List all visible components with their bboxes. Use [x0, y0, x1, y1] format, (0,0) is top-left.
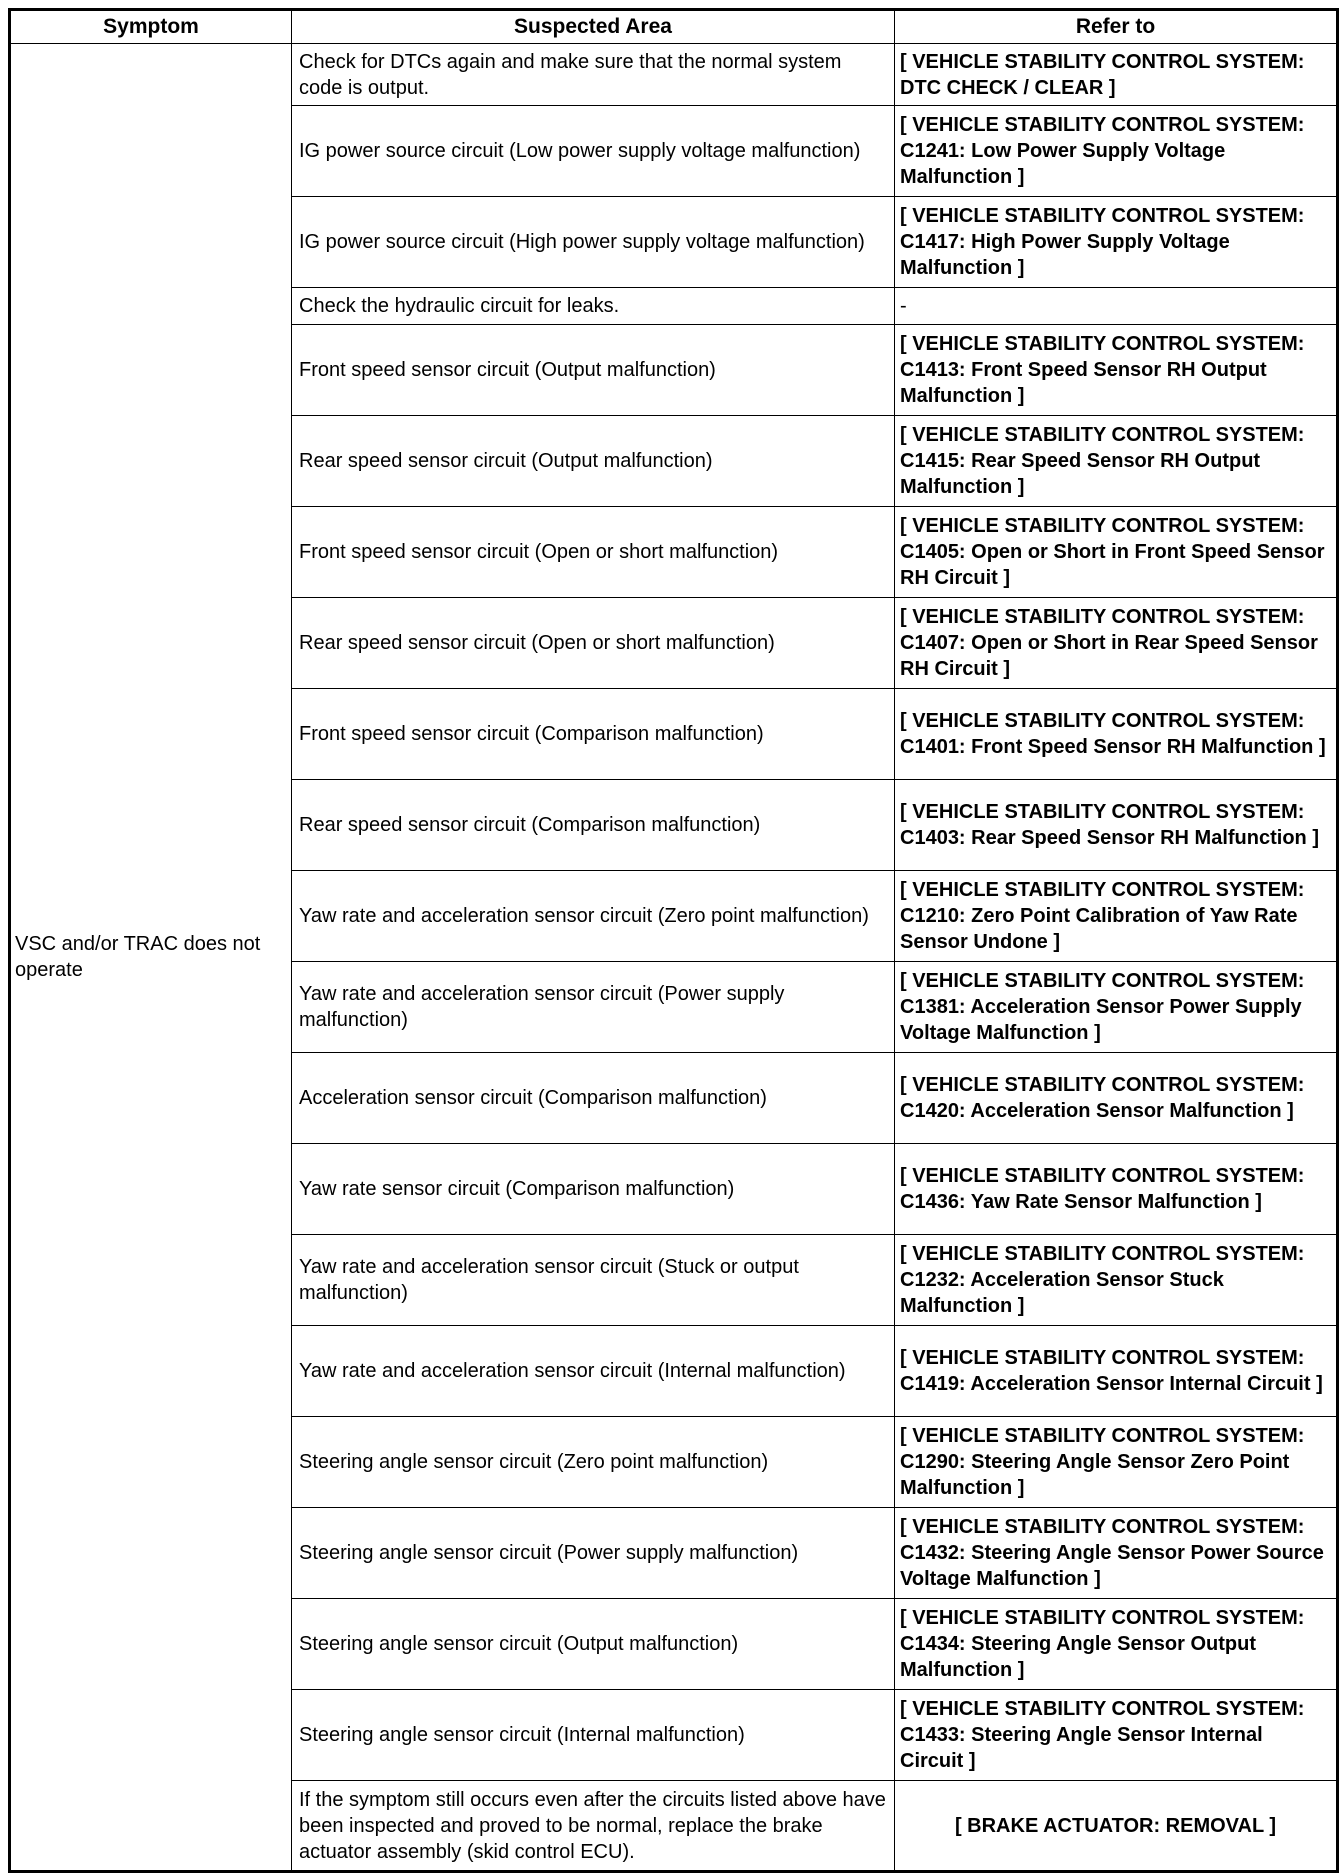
refer-to-link[interactable]: [ VEHICLE STABILITY CONTROL SYSTEM: C1433: Steering Angle Sensor Internal Circuit ] [895, 1690, 1338, 1781]
suspected-area-cell: Yaw rate and acceleration sensor circuit (Zero point malfunction) [292, 871, 895, 962]
refer-to-link[interactable]: [ VEHICLE STABILITY CONTROL SYSTEM: C1407: Open or Short in Rear Speed Sensor RH Circuit ] [895, 598, 1338, 689]
refer-to-link[interactable]: [ VEHICLE STABILITY CONTROL SYSTEM: C1434: Steering Angle Sensor Output Malfunction ] [895, 1599, 1338, 1690]
suspected-area-cell: Steering angle sensor circuit (Power supply malfunction) [292, 1508, 895, 1599]
header-symptom: Symptom [10, 10, 292, 44]
refer-to-link[interactable]: [ VEHICLE STABILITY CONTROL SYSTEM: C1436: Yaw Rate Sensor Malfunction ] [895, 1144, 1338, 1235]
suspected-area-cell: IG power source circuit (Low power supply voltage malfunction) [292, 106, 895, 197]
refer-to-link[interactable]: [ VEHICLE STABILITY CONTROL SYSTEM: DTC CHECK / CLEAR ] [895, 44, 1338, 106]
troubleshooting-table [8, 8, 1339, 1873]
refer-to-link[interactable]: [ VEHICLE STABILITY CONTROL SYSTEM: C1413: Front Speed Sensor RH Output Malfunction ] [895, 325, 1338, 416]
refer-to-link[interactable]: [ VEHICLE STABILITY CONTROL SYSTEM: C1403: Rear Speed Sensor RH Malfunction ] [895, 780, 1338, 871]
suspected-area-cell: Rear speed sensor circuit (Open or short malfunction) [292, 598, 895, 689]
suspected-area-cell: Yaw rate and acceleration sensor circuit (Power supply malfunction) [292, 962, 895, 1053]
header-row [10, 10, 1338, 44]
refer-to-link[interactable]: [ BRAKE ACTUATOR: REMOVAL ] [895, 1781, 1338, 1872]
refer-to-link[interactable]: [ VEHICLE STABILITY CONTROL SYSTEM: C1417: High Power Supply Voltage Malfunction ] [895, 197, 1338, 288]
symptom-cell: VSC and/or TRAC does not operate [10, 44, 292, 1872]
refer-to-link[interactable]: [ VEHICLE STABILITY CONTROL SYSTEM: C1381: Acceleration Sensor Power Supply Voltage Malfunction ] [895, 962, 1338, 1053]
suspected-area-cell: If the symptom still occurs even after the circuits listed above have been inspected and proved to be normal, replace the brake actuator assembly (skid control ECU). [292, 1781, 895, 1872]
suspected-area-cell: Yaw rate sensor circuit (Comparison malfunction) [292, 1144, 895, 1235]
suspected-area-cell: Front speed sensor circuit (Output malfunction) [292, 325, 895, 416]
refer-to-link[interactable]: [ VEHICLE STABILITY CONTROL SYSTEM: C1415: Rear Speed Sensor RH Output Malfunction ] [895, 416, 1338, 507]
refer-to-link[interactable]: [ VEHICLE STABILITY CONTROL SYSTEM: C1210: Zero Point Calibration of Yaw Rate Sensor Undone ] [895, 871, 1338, 962]
suspected-area-cell: Steering angle sensor circuit (Internal malfunction) [292, 1690, 895, 1781]
refer-to-link[interactable]: [ VEHICLE STABILITY CONTROL SYSTEM: C1419: Acceleration Sensor Internal Circuit ] [895, 1326, 1338, 1417]
refer-to-link[interactable]: [ VEHICLE STABILITY CONTROL SYSTEM: C1401: Front Speed Sensor RH Malfunction ] [895, 689, 1338, 780]
header-suspected-area: Suspected Area [292, 10, 895, 44]
suspected-area-cell: Rear speed sensor circuit (Comparison malfunction) [292, 780, 895, 871]
refer-to-cell: - [895, 288, 1338, 325]
suspected-area-cell: Front speed sensor circuit (Open or short malfunction) [292, 507, 895, 598]
refer-to-link[interactable]: [ VEHICLE STABILITY CONTROL SYSTEM: C1232: Acceleration Sensor Stuck Malfunction ] [895, 1235, 1338, 1326]
refer-to-link[interactable]: [ VEHICLE STABILITY CONTROL SYSTEM: C1432: Steering Angle Sensor Power Source Voltage Malfunction ] [895, 1508, 1338, 1599]
suspected-area-cell: IG power source circuit (High power supply voltage malfunction) [292, 197, 895, 288]
refer-to-link[interactable]: [ VEHICLE STABILITY CONTROL SYSTEM: C1405: Open or Short in Front Speed Sensor RH Circuit ] [895, 507, 1338, 598]
header-refer-to: Refer to [895, 10, 1338, 44]
suspected-area-cell: Yaw rate and acceleration sensor circuit (Internal malfunction) [292, 1326, 895, 1417]
table-row [10, 44, 1338, 106]
suspected-area-cell: Steering angle sensor circuit (Output malfunction) [292, 1599, 895, 1690]
refer-to-link[interactable]: [ VEHICLE STABILITY CONTROL SYSTEM: C1420: Acceleration Sensor Malfunction ] [895, 1053, 1338, 1144]
suspected-area-cell: Check for DTCs again and make sure that the normal system code is output. [292, 44, 895, 106]
suspected-area-cell: Check the hydraulic circuit for leaks. [292, 288, 895, 325]
refer-to-link[interactable]: [ VEHICLE STABILITY CONTROL SYSTEM: C1241: Low Power Supply Voltage Malfunction ] [895, 106, 1338, 197]
suspected-area-cell: Acceleration sensor circuit (Comparison malfunction) [292, 1053, 895, 1144]
refer-to-link[interactable]: [ VEHICLE STABILITY CONTROL SYSTEM: C1290: Steering Angle Sensor Zero Point Malfunction ] [895, 1417, 1338, 1508]
suspected-area-cell: Yaw rate and acceleration sensor circuit (Stuck or output malfunction) [292, 1235, 895, 1326]
suspected-area-cell: Steering angle sensor circuit (Zero point malfunction) [292, 1417, 895, 1508]
suspected-area-cell: Rear speed sensor circuit (Output malfunction) [292, 416, 895, 507]
suspected-area-cell: Front speed sensor circuit (Comparison malfunction) [292, 689, 895, 780]
